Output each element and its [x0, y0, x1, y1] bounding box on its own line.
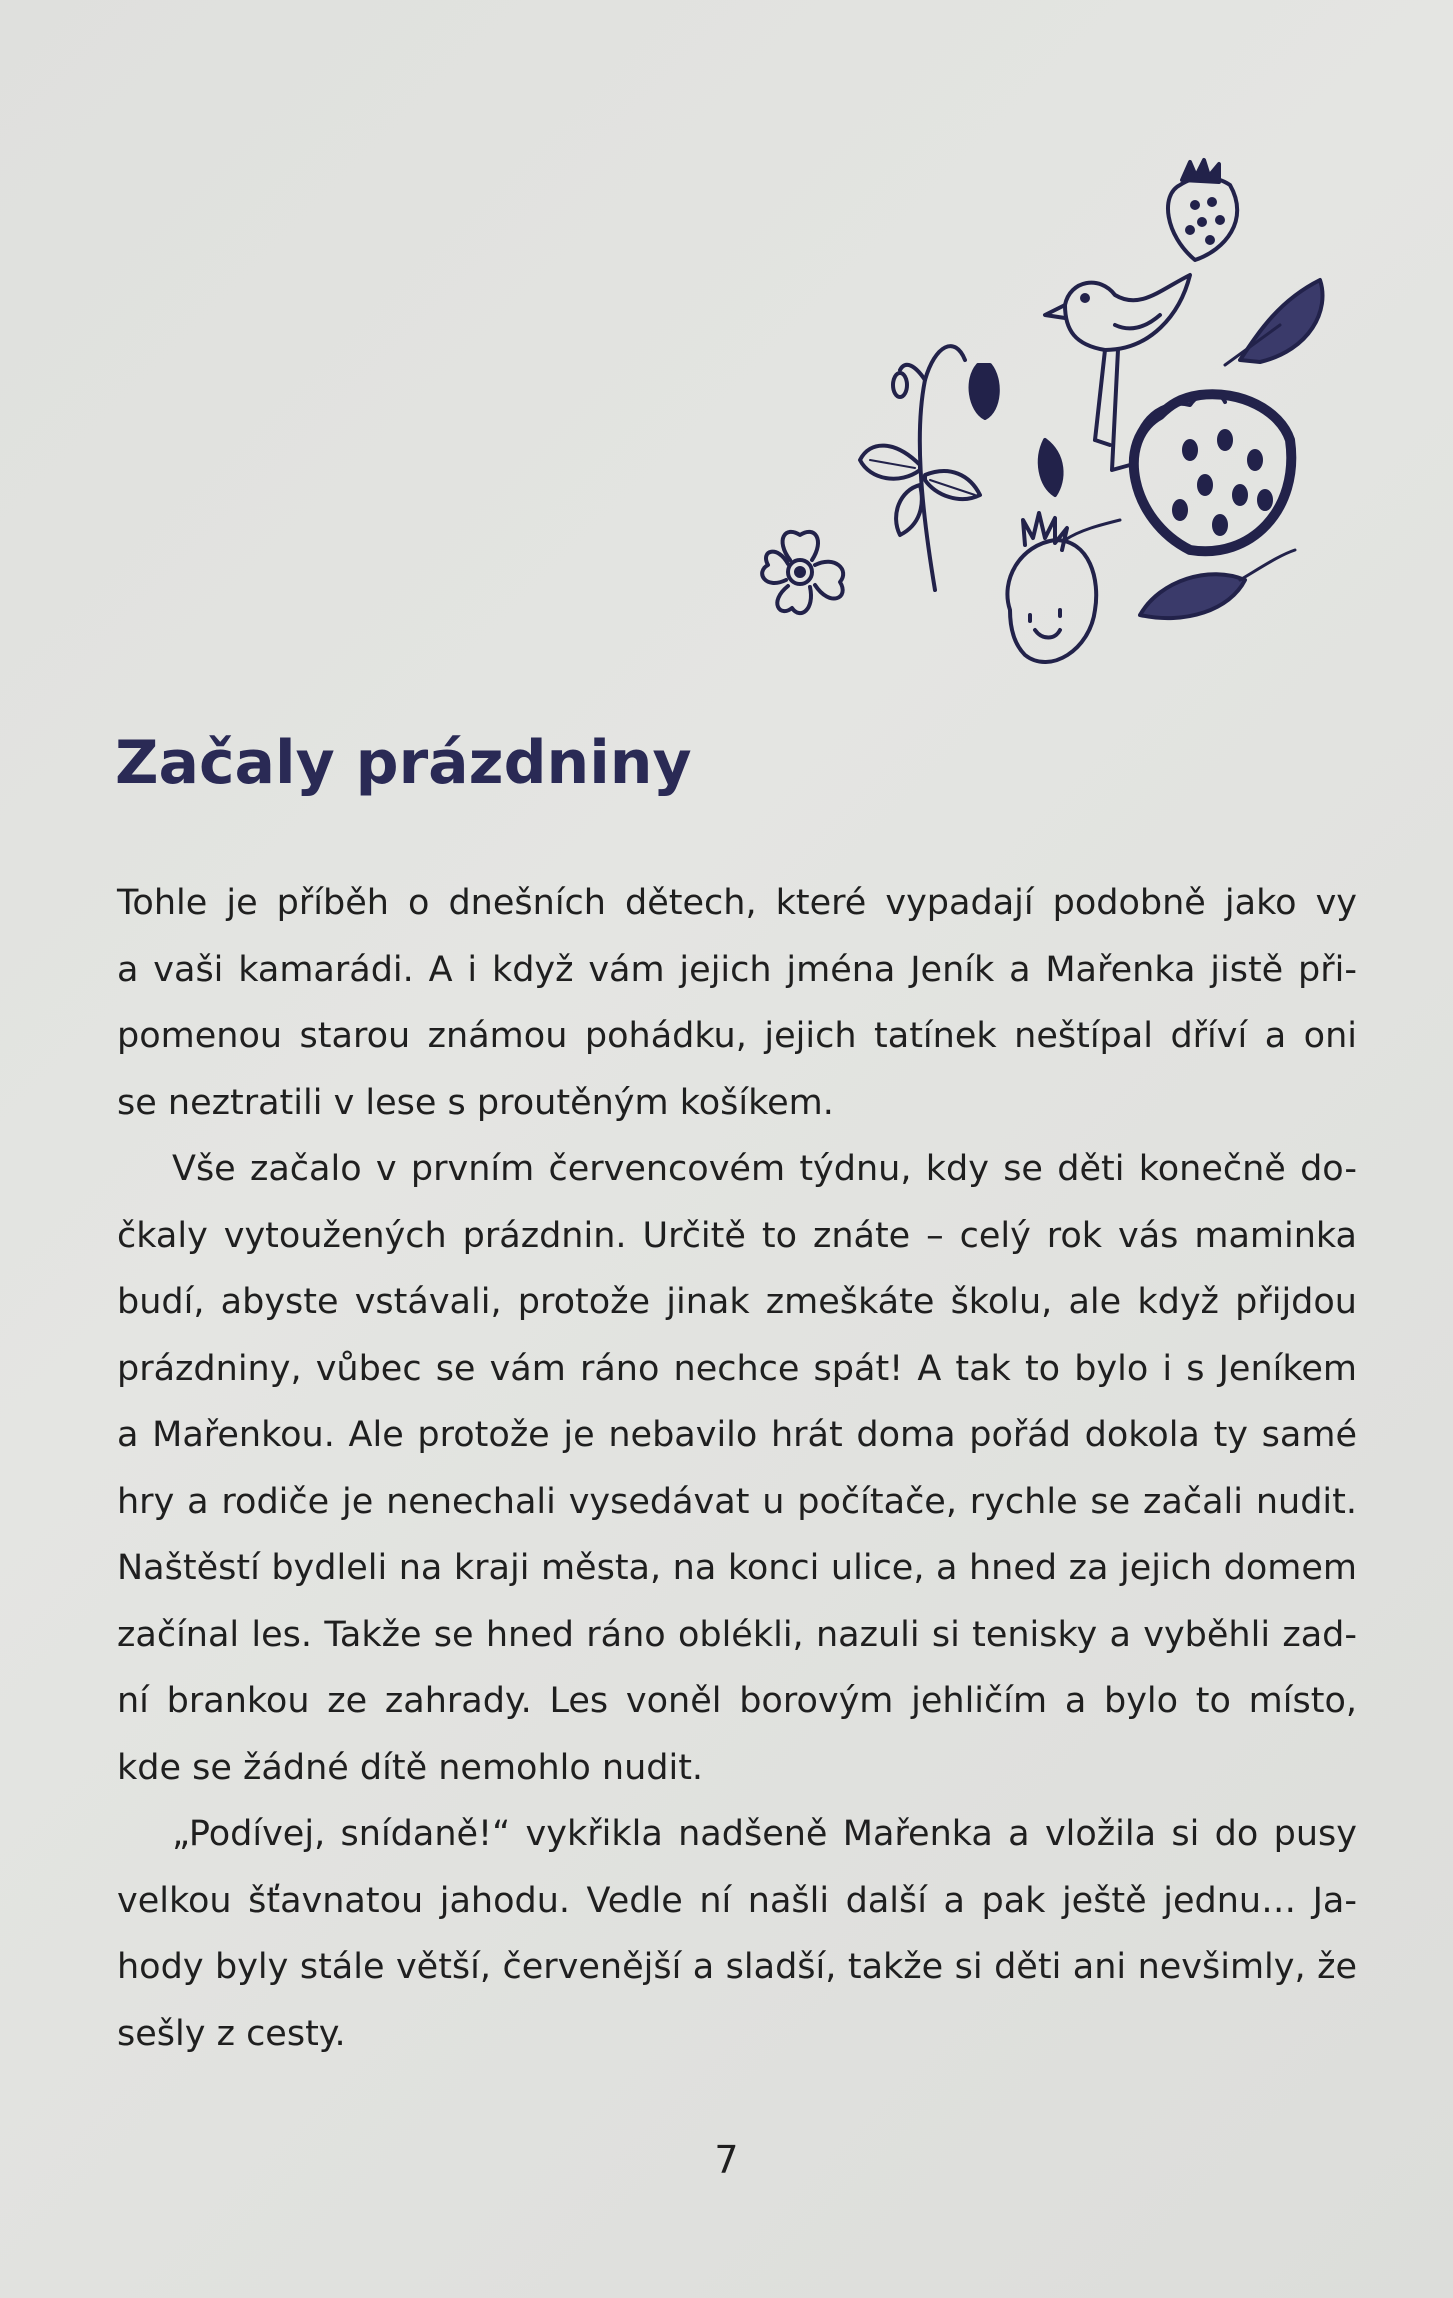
flower-icon [762, 532, 843, 613]
text-line: a vaši kamarádi. A i když vám jejich jména Jeník a Mařenka jistě při- [117, 949, 1357, 990]
bird-icon [1045, 275, 1190, 470]
text-line: pomenou starou známou pohádku, jejich tatínek neštípal dříví a oni [117, 1016, 1357, 1056]
text-line: se neztratili v lese s proutěným košíkem. [117, 1082, 834, 1123]
illustration-svg [720, 140, 1340, 740]
text-line: ní brankou ze zahrady. Les voněl borovým jehličím a bylo to místo, [117, 1681, 1357, 1721]
leaf-icon [1225, 280, 1323, 365]
text-line: čkaly vytoužených prázdnin. Určitě to znáte – celý rok vás maminka [117, 1215, 1357, 1256]
strawberry-plant-icon [860, 346, 998, 590]
paragraph-1 [117, 870, 1357, 1136]
page-number: 7 [714, 2138, 739, 2182]
text-line: Naštěstí bydleli na kraji města, na konci ulice, a hned za jejich domem [117, 1548, 1357, 1588]
text-line: kde se žádné dítě nemohlo nudit. [117, 1747, 704, 1788]
strawberry-icon [1134, 393, 1291, 551]
chapter-title: Začaly prázdniny [115, 728, 692, 798]
leaf-icon [1040, 440, 1062, 495]
strawberry-illustration [720, 140, 1340, 740]
paragraph-3 [117, 1801, 1357, 2067]
text-line: Tohle je příběh o dnešních dětech, které vypadají podobně jako vy [117, 883, 1357, 923]
strawberry-icon [1168, 160, 1237, 260]
leaf-icon [1140, 550, 1295, 618]
text-line: začínal les. Takže se hned ráno oblékli, nazuli si tenisky a vyběhli zad- [117, 1614, 1357, 1655]
text-line: velkou šťavnatou jahodu. Vedle ní našli další a pak ještě jednu… Ja- [117, 1880, 1357, 1921]
story-text [117, 870, 1357, 2067]
text-line: sešly z cesty. [117, 2013, 346, 2054]
smiling-strawberry-icon [1007, 513, 1120, 662]
paragraph-2 [117, 1136, 1357, 1801]
text-line: „Podívej, snídaně!“ vykřikla nadšeně Mařenka a vložila si do pusy [172, 1814, 1357, 1854]
text-line: hry a rodiče je nenechali vysedávat u počítače, rychle se začali nudit. [117, 1481, 1357, 1522]
text-line: budí, abyste vstávali, protože jinak zmeškáte školu, ale když přijdou [117, 1282, 1357, 1322]
text-line: prázdniny, vůbec se vám ráno nechce spát! A tak to bylo i s Jeníkem [117, 1348, 1357, 1389]
text-line: Vše začalo v prvním červencovém týdnu, kdy se děti konečně do- [172, 1149, 1357, 1189]
text-line: hody byly stále větší, červenější a sladší, takže si děti ani nevšimly, že [117, 1947, 1357, 1987]
text-line: a Mařenkou. Ale protože je nebavilo hrát doma pořád dokola ty samé [117, 1415, 1357, 1455]
